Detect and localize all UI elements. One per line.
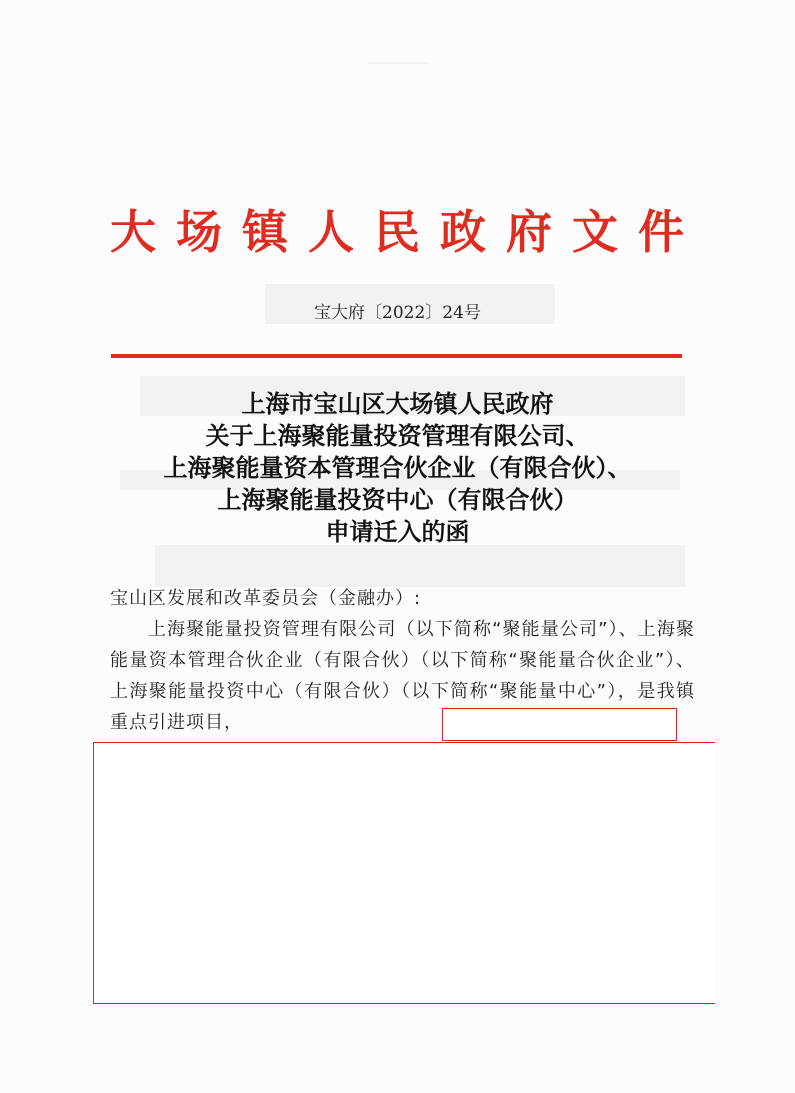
document-header: 大场镇人民政府文件: [110, 205, 704, 259]
red-divider: [111, 354, 682, 358]
document-title: [0, 388, 795, 548]
title-line: 申请迁入的函: [325, 517, 470, 546]
title-line: 上海聚能量资本管理合伙企业（有限合伙）、: [163, 453, 632, 482]
scan-artifact: [155, 545, 685, 587]
title-line: 上海聚能量投资中心（有限合伙）: [217, 485, 578, 514]
body-paragraph: 上海聚能量投资管理有限公司（以下简称“聚能量公司”）、上海聚能量资本管理合伙企业（有限合伙）（以下简称“聚能量合伙企业”）、上海聚能量投资中心（有限合伙）（以下简称“聚能量中心”），是我镇重点引进项目，: [110, 619, 695, 733]
redaction-box: [442, 708, 677, 741]
title-line: 关于上海聚能量投资管理有限公司、: [205, 421, 590, 450]
redaction-box: [93, 742, 715, 1004]
salutation: 宝山区发展和改革委员会（金融办）:: [110, 588, 422, 609]
title-line: 上海市宝山区大场镇人民政府: [241, 389, 554, 418]
document-number: 宝大府〔2022〕24号: [314, 303, 481, 323]
scan-artifact: [368, 62, 428, 64]
